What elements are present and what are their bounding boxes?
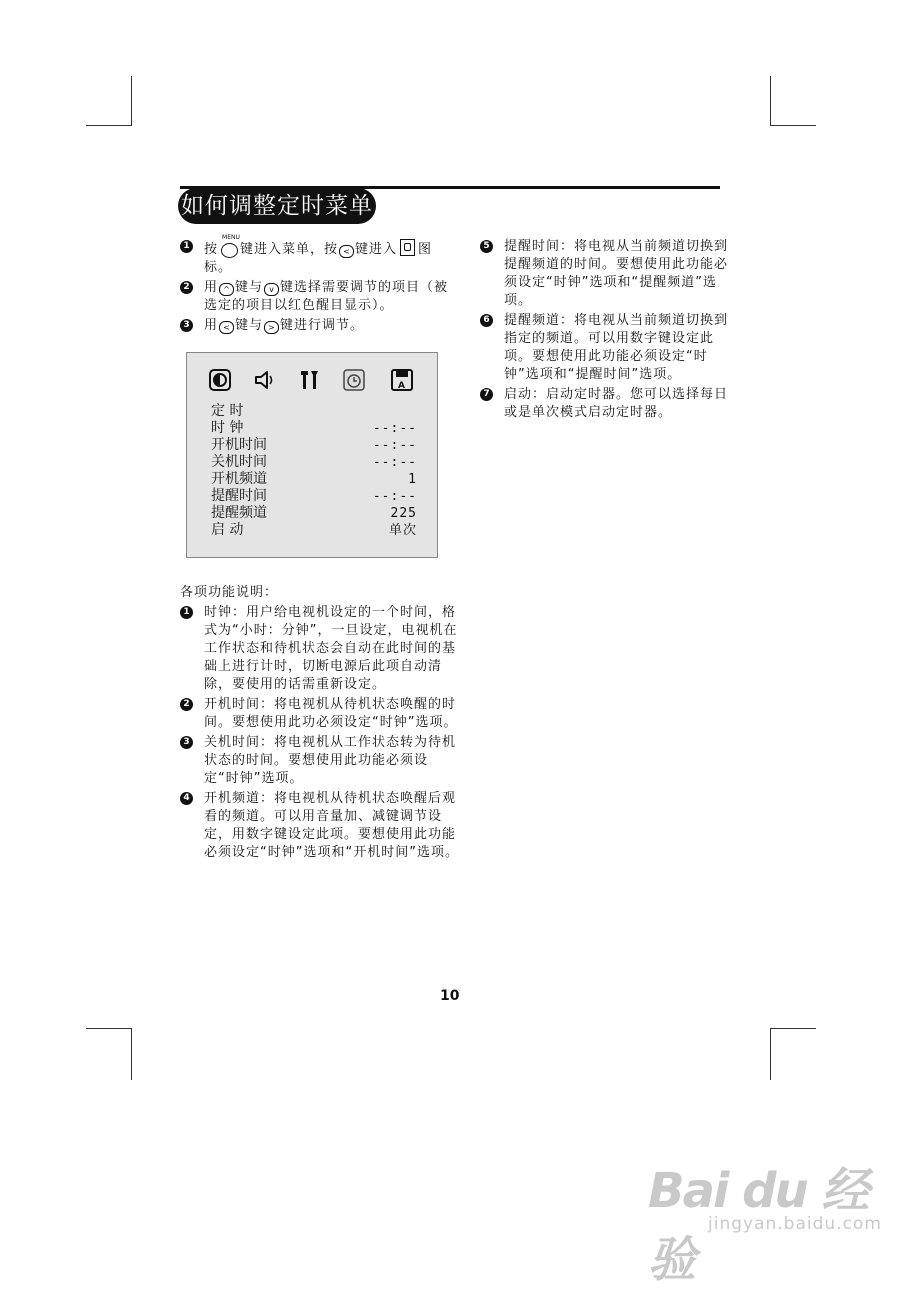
- menu-row[interactable]: 提醒时间 --:--: [211, 488, 417, 504]
- svg-text:A: A: [398, 381, 405, 391]
- crop-mark: [86, 1028, 132, 1029]
- tools-icon: [299, 369, 321, 391]
- item-number: 5: [480, 240, 493, 253]
- crop-mark: [770, 76, 771, 126]
- description-item: 4 开机频道：将电视机从待机状态唤醒后观看的频道。可以用音量加、减键调节设定，用数字键设定此项。要想使用此功能必须设定“时钟”选项和“开机时间”选项。: [180, 790, 462, 862]
- left-description: [180, 584, 462, 864]
- step-number: 3: [180, 319, 193, 332]
- right-description: [480, 238, 728, 424]
- right-key-icon: >: [264, 321, 279, 334]
- timer-icon: [400, 239, 415, 256]
- description-heading: 各项功能说明：: [180, 585, 279, 600]
- menu-row[interactable]: 时 钟 --:--: [211, 420, 417, 436]
- save-icon: [391, 369, 413, 391]
- contrast-icon: [209, 369, 231, 391]
- description-item: 2 开机时间：将电视机从待机状态唤醒的时间。要想使用此功必须设定“时钟”选项。: [180, 696, 462, 732]
- timer-menu-screen: [186, 352, 438, 558]
- item-number: 3: [180, 736, 193, 749]
- item-number: 1: [180, 606, 193, 619]
- timer-icon: [343, 369, 365, 391]
- description-item: 3 关机时间：将电视机从工作状态转为待机状态的时间。要想使用此功能必须设定“时钟”选项。: [180, 734, 462, 788]
- watermark-url: jingyan.baidu.com: [708, 1214, 882, 1234]
- item-number: 7: [480, 388, 493, 401]
- page-title: 如何调整定时菜单: [178, 188, 376, 224]
- menu-row[interactable]: 提醒频道 225: [211, 505, 417, 521]
- crop-mark: [131, 1028, 132, 1080]
- intro-step: 1 按 MENU 键进入菜单，按 < 键进入 图标。: [180, 238, 450, 277]
- left-key-icon: <: [339, 245, 354, 258]
- step-number: 2: [180, 281, 193, 294]
- intro-step: 2 用 ^ 键与 v 键选择需要调节的项目（被选定的项目以红色醒目显示）。: [180, 279, 450, 315]
- page-number: 10: [440, 988, 460, 1004]
- menu-key-icon: MENU: [220, 238, 238, 256]
- description-item: 6 提醒频道：将电视从当前频道切换到指定的频道。可以用数字键设定此项。要想使用此功能必须设定“时钟”选项和“提醒时间”选项。: [480, 312, 728, 384]
- intro-steps: [180, 234, 450, 337]
- menu-rows: [211, 403, 417, 539]
- menu-icon-bar: [209, 369, 419, 395]
- item-number: 2: [180, 698, 193, 711]
- item-number: 4: [180, 792, 193, 805]
- menu-row[interactable]: 开机频道 1: [211, 471, 417, 487]
- watermark-brand: Bai du 经验: [648, 1163, 868, 1288]
- menu-row[interactable]: 启 动 单次: [211, 522, 417, 538]
- up-key-icon: ^: [219, 283, 234, 296]
- crop-mark: [770, 1028, 771, 1080]
- intro-step: 3 用 < 键与 > 键进行调节。: [180, 317, 450, 335]
- crop-mark: [131, 76, 132, 126]
- left-key-icon: <: [219, 321, 234, 334]
- description-item: 1 时钟：用户给电视机设定的一个时间，格式为“小时：分钟”，一旦设定，电视机在工作状态和待机状态会自动在此时间的基础上进行计时，切断电源后此项自动清除，要使用的话需重新设定。: [180, 604, 462, 694]
- description-item: 7 启动：启动定时器。您可以选择每日或是单次模式启动定时器。: [480, 386, 728, 422]
- down-key-icon: v: [264, 283, 279, 296]
- menu-row[interactable]: 开机时间 --:--: [211, 437, 417, 453]
- item-number: 6: [480, 314, 493, 327]
- description-item: 5 提醒时间：将电视从当前频道切换到提醒频道的时间。要想使用此功能必须设定“时钟”选项和“提醒频道”选项。: [480, 238, 728, 310]
- crop-mark: [770, 1028, 816, 1029]
- crop-mark: [86, 125, 132, 126]
- crop-mark: [770, 125, 816, 126]
- menu-row[interactable]: 定 时: [211, 403, 244, 419]
- speaker-icon: [253, 369, 275, 391]
- menu-row[interactable]: 关机时间 --:--: [211, 454, 417, 470]
- step-number: 1: [180, 240, 193, 253]
- baidu-watermark: [648, 1152, 882, 1288]
